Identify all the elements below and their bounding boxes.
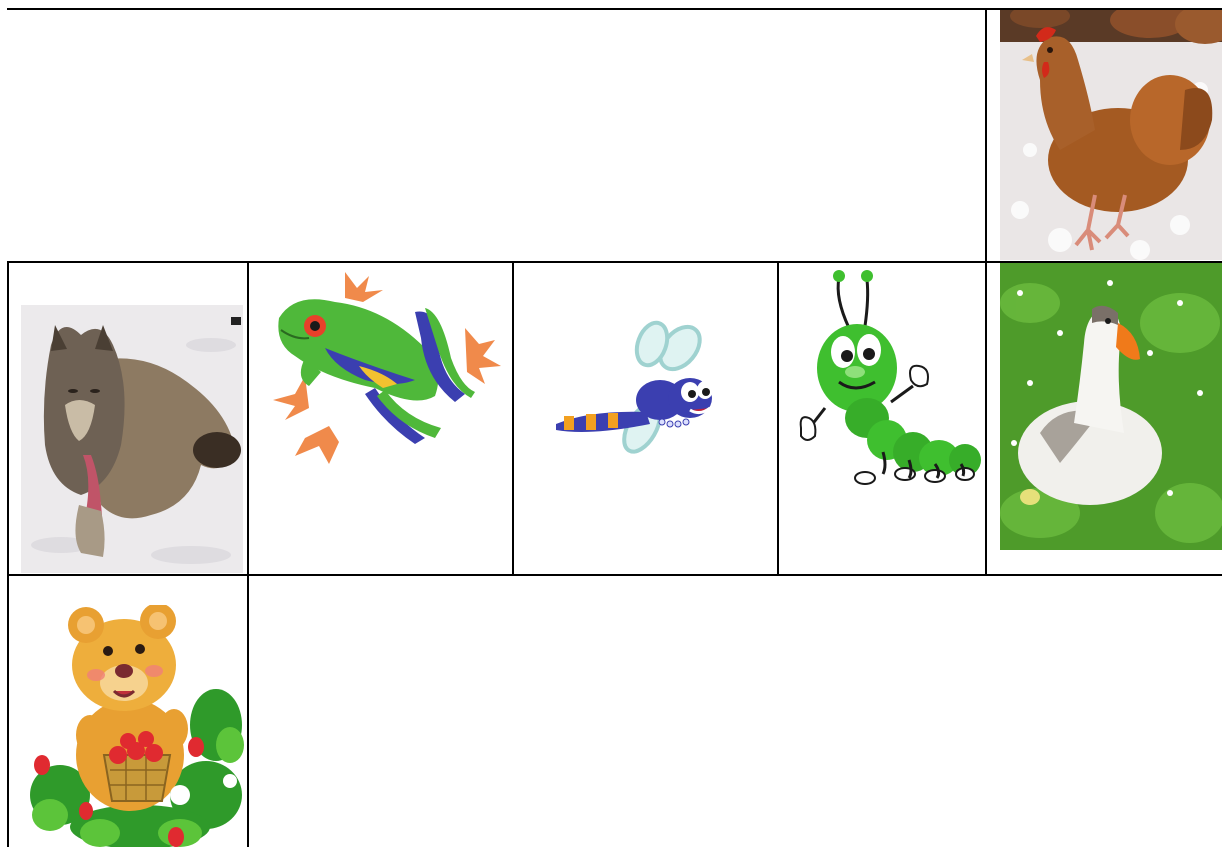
wolf-photo — [21, 305, 243, 573]
table-col-divider-4 — [985, 9, 987, 575]
bear-illustration — [30, 605, 246, 847]
bear-with-strawberries-cartoon — [30, 605, 246, 847]
goose-illustration — [1000, 263, 1222, 550]
frog-cartoon — [265, 268, 505, 478]
table-col-divider-3 — [777, 262, 779, 575]
frog-illustration — [265, 268, 505, 478]
goose-photo — [1000, 263, 1222, 550]
wolf-illustration — [21, 305, 243, 573]
caterpillar-illustration — [795, 268, 985, 488]
table-row2-separator — [7, 574, 1222, 576]
hen-photo — [1000, 10, 1222, 260]
caterpillar-cartoon — [795, 268, 985, 488]
table-border-left — [7, 261, 9, 847]
hen-illustration — [1000, 10, 1222, 260]
dragonfly-cartoon — [550, 318, 720, 468]
table-col-divider-2 — [512, 262, 514, 575]
table-col-divider-1 — [247, 262, 249, 847]
dragonfly-illustration — [550, 318, 720, 468]
